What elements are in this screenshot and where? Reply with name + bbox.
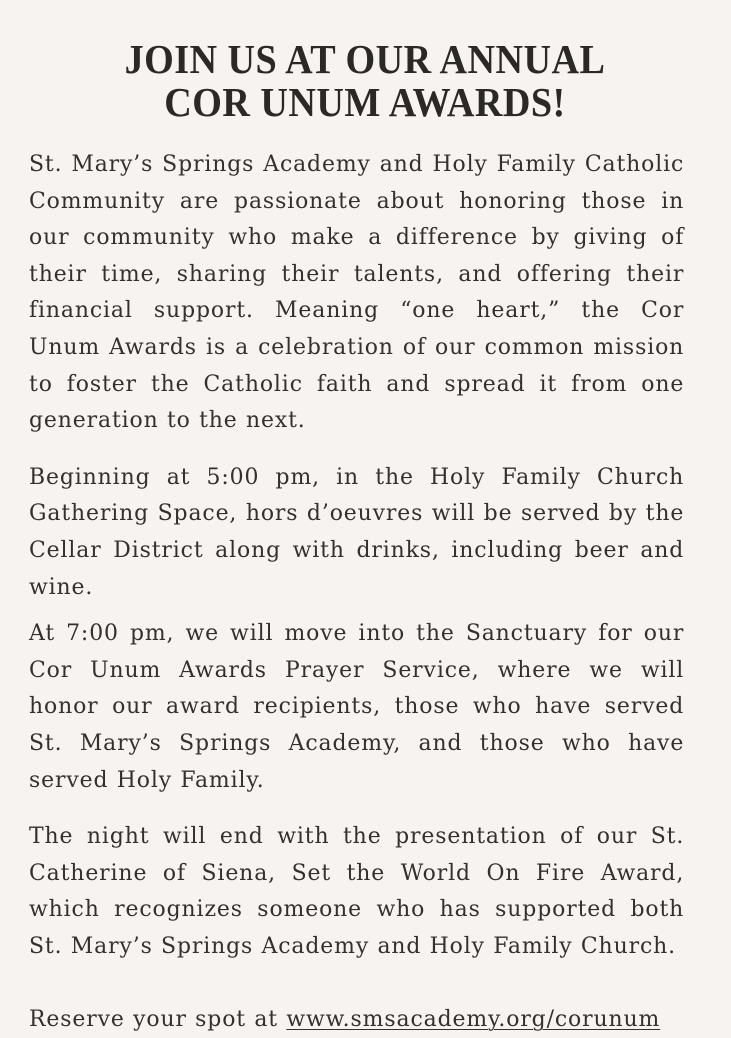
title-line-1: JOIN US AT OUR ANNUAL (124, 36, 606, 82)
call-to-action (29, 1001, 684, 1038)
paragraph-intro: St. Mary’s Springs Academy and Holy Family Catholic Community are passionate about honoring those in our community who make a difference by giving of their time, sharing their talents, and offering their financial support. Meaning “one heart,” the Cor Unum Awards is a celebration of our common mission to foster the Catholic faith and spread it from one generation to the next. (29, 151, 685, 434)
body-content (29, 146, 701, 1038)
cta-prefix: Reserve your spot at (29, 1006, 287, 1033)
paragraph-reception: Beginning at 5:00 pm, in the Holy Family Church Gathering Space, hors d’oeuvres will be served by the Cellar District along with drinks, including beer and wine. (29, 463, 685, 600)
paragraph-prayer-service: At 7:00 pm, we will move into the Sanctuary for our Cor Unum Awards Prayer Service, where we will honor our award recipients, those who have served St. Mary’s Springs Academy, and those who have served Holy Family. (29, 620, 685, 793)
paragraph-spacer (29, 964, 701, 1001)
paragraph-closing-award: The night will end with the presentation of our St. Catherine of Siena, Set the World On Fire Award, which recognizes someone who has supported both St. Mary’s Springs Academy and Holy Family Church. (29, 823, 685, 959)
paragraph-spacer (29, 798, 701, 818)
reservation-link[interactable]: www.smsacademy.org/corunum (286, 1006, 661, 1033)
page-title (29, 0, 701, 124)
paragraph-spacer (29, 439, 701, 459)
title-line-2: COR UNUM AWARDS! (164, 79, 566, 125)
paragraph-spacer (29, 605, 701, 615)
